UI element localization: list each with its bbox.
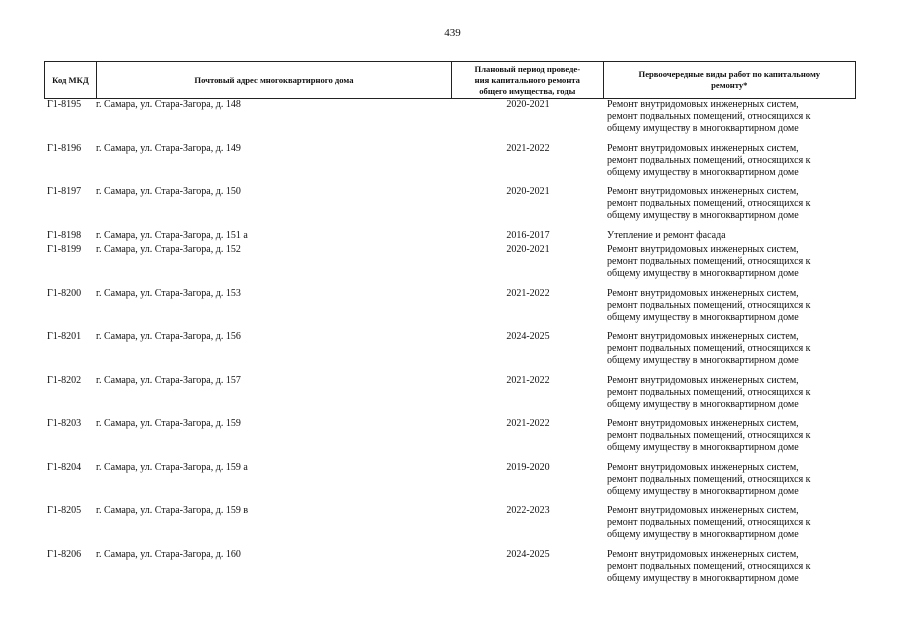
row-period: 2024-2025 [506, 331, 550, 342]
row-works-line: общему имуществу в многоквартирном доме [607, 529, 799, 540]
row-period: 2020-2021 [506, 244, 550, 255]
row-works-line: общему имуществу в многоквартирном доме [607, 268, 799, 279]
row-works-line: Ремонт внутридомовых инженерных систем, [607, 99, 799, 110]
row-address: г. Самара, ул. Стара-Загора, д. 149 [96, 142, 241, 154]
header-period-line: Плановый период проведе- [474, 63, 581, 74]
row-works-line: общему имуществу в многоквартирном доме [607, 123, 799, 134]
row-period: 2024-2025 [506, 548, 550, 560]
row-works [604, 549, 856, 593]
row-address: г. Самара, ул. Стара-Загора, д. 159 в [96, 505, 249, 516]
header-works-line: Первоочередные виды работ по капитальному [638, 69, 821, 79]
row-works [604, 99, 856, 143]
row-works-line: общему имуществу в многоквартирном доме [607, 210, 799, 221]
row-works-line: Утепление и ремонт фасада [607, 229, 726, 241]
table-row [44, 418, 856, 462]
header-period-line: ния капитального ремонта [474, 74, 580, 85]
row-works-line: Ремонт внутридомовых инженерных систем, [607, 287, 799, 299]
row-works-line: Ремонт внутридомовых инженерных систем, [607, 374, 799, 386]
row-works-line: ремонт подвальных помещений, относящихся к [607, 154, 811, 166]
row-address: г. Самара, ул. Стара-Загора, д. 159 а [96, 461, 248, 473]
header-works [604, 62, 855, 98]
row-period: 2020-2021 [506, 186, 550, 197]
row-period: 2021-2022 [506, 374, 550, 386]
table-row [44, 331, 856, 375]
row-works [604, 375, 856, 419]
row-works-line: общему имуществу в многоквартирном доме [607, 355, 799, 366]
row-works-line: ремонт подвальных помещений, относящихся к [607, 473, 811, 485]
table-row [44, 99, 856, 143]
row-period: 2019-2020 [506, 461, 550, 473]
row-works-line: Ремонт внутридомовых инженерных систем, [607, 418, 799, 429]
row-works-line: ремонт подвальных помещений, относящихся к [607, 386, 811, 398]
header-address: Почтовый адрес многоквартирного дома [97, 62, 452, 98]
row-works [604, 288, 856, 332]
row-works-line: общему имуществу в многоквартирном доме [607, 485, 799, 497]
row-code: Г1-8195 [47, 99, 82, 110]
row-period: 2022-2023 [506, 505, 550, 516]
table-row [44, 143, 856, 187]
row-works-line: общему имуществу в многоквартирном доме [607, 442, 799, 453]
table-body [44, 99, 856, 592]
row-works-line: Ремонт внутридомовых инженерных систем, [607, 186, 799, 197]
row-works-line: Ремонт внутридомовых инженерных систем, [607, 331, 799, 342]
row-works [604, 230, 856, 245]
row-works-line: ремонт подвальных помещений, относящихся к [607, 198, 811, 209]
row-works-line: общему имуществу в многоквартирном доме [607, 166, 799, 178]
row-works-line: общему имуществу в многоквартирном доме [607, 398, 799, 410]
row-works-line: Ремонт внутридомовых инженерных систем, [607, 505, 799, 516]
row-address: г. Самара, ул. Стара-Загора, д. 152 [96, 244, 241, 255]
row-address: г. Самара, ул. Стара-Загора, д. 157 [96, 374, 241, 386]
row-period: 2021-2022 [506, 287, 550, 299]
table-row [44, 244, 856, 288]
row-code: Г1-8203 [47, 418, 82, 429]
row-works-line: общему имуществу в многоквартирном доме [607, 572, 799, 584]
row-period: 2021-2022 [506, 142, 550, 154]
row-works-line: ремонт подвальных помещений, относящихся к [607, 256, 811, 267]
row-code: Г1-8202 [47, 374, 82, 386]
row-code: Г1-8205 [47, 505, 82, 516]
row-works-line: Ремонт внутридомовых инженерных систем, [607, 142, 799, 154]
row-code: Г1-8200 [47, 287, 82, 299]
row-address: г. Самара, ул. Стара-Загора, д. 159 [96, 418, 241, 429]
row-works-line: Ремонт внутридомовых инженерных систем, [607, 461, 799, 473]
row-works [604, 143, 856, 187]
repair-plan-table [44, 61, 856, 592]
table-row [44, 288, 856, 332]
row-address: г. Самара, ул. Стара-Загора, д. 156 [96, 331, 241, 342]
row-works [604, 505, 856, 549]
row-works [604, 462, 856, 506]
table-row [44, 505, 856, 549]
table-row [44, 462, 856, 506]
row-code: Г1-8196 [47, 142, 82, 154]
row-works-line: Ремонт внутридомовых инженерных систем, [607, 244, 799, 255]
row-works [604, 331, 856, 375]
table-row [44, 375, 856, 419]
row-code: Г1-8197 [47, 186, 82, 197]
row-works-line: ремонт подвальных помещений, относящихся к [607, 299, 811, 311]
table-row [44, 186, 856, 230]
row-works [604, 418, 856, 462]
row-works [604, 244, 856, 288]
header-period-line: общего имущества, годы [479, 85, 576, 96]
row-works-line: ремонт подвальных помещений, относящихся к [607, 560, 811, 572]
row-code: Г1-8199 [47, 244, 82, 255]
row-period: 2016-2017 [506, 229, 550, 241]
row-works-line: общему имуществу в многоквартирном доме [607, 311, 799, 323]
row-code: Г1-8206 [47, 548, 82, 560]
row-works-line: ремонт подвальных помещений, относящихся к [607, 343, 811, 354]
row-address: г. Самара, ул. Стара-Загора, д. 148 [96, 99, 241, 110]
header-works-line: ремонту* [711, 80, 748, 90]
row-address: г. Самара, ул. Стара-Загора, д. 160 [96, 548, 241, 560]
row-period: 2021-2022 [506, 418, 550, 429]
row-works-line: ремонт подвальных помещений, относящихся к [607, 517, 811, 528]
row-address: г. Самара, ул. Стара-Загора, д. 153 [96, 287, 241, 299]
row-address: г. Самара, ул. Стара-Загора, д. 150 [96, 186, 241, 197]
row-works-line: Ремонт внутридомовых инженерных систем, [607, 548, 799, 560]
table-header [44, 61, 856, 99]
row-code: Г1-8201 [47, 331, 82, 342]
table-row [44, 549, 856, 593]
page-number: 439 [444, 27, 461, 39]
row-works-line: ремонт подвальных помещений, относящихся к [607, 111, 811, 122]
row-works-line: ремонт подвальных помещений, относящихся к [607, 430, 811, 441]
row-code: Г1-8198 [47, 229, 82, 241]
row-works [604, 186, 856, 230]
row-period: 2020-2021 [506, 99, 550, 110]
row-code: Г1-8204 [47, 461, 82, 473]
table-row [44, 230, 856, 245]
header-period [452, 62, 604, 98]
header-code: Код МКД [45, 62, 97, 98]
row-address: г. Самара, ул. Стара-Загора, д. 151 а [96, 229, 248, 241]
